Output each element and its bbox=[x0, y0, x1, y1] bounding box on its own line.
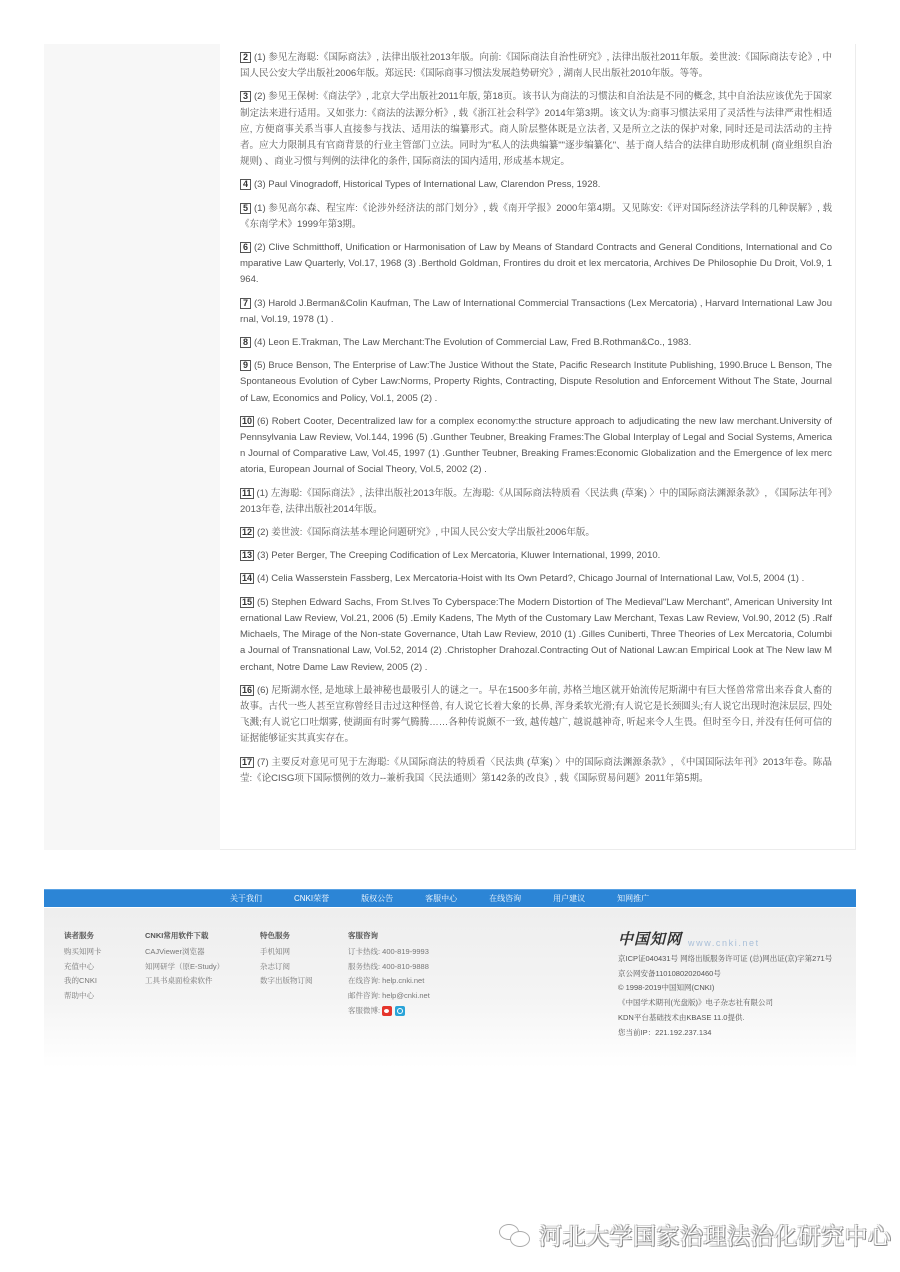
footer-col-featured bbox=[260, 930, 313, 989]
online-consult-link[interactable]: 在线咨询: help.cnki.net bbox=[348, 976, 425, 986]
card-hotline: 订卡热线: 400-819-9993 bbox=[348, 947, 429, 956]
footnote-text: (3) Paul Vinogradoff, Historical Types of International Law, Clarendon Press, 1928. bbox=[254, 179, 601, 191]
footnote-number[interactable]: 15 bbox=[242, 596, 253, 607]
link-cajviewer[interactable]: CAJViewer浏览器 bbox=[145, 947, 205, 956]
footer-col-title: 特色服务 bbox=[260, 931, 290, 940]
footnote-text: (3) Harold J.Berman&Colin Kaufman, The Law of International Commercial Transactions (Lex Mercatoria) , Harvard International Law Journal, Vol.19, 1978 (1) . bbox=[240, 297, 832, 325]
footnote-text: (1) 参见左海聪:《国际商法》, 法律出版社2013年版。向前:《国际商法自治性研究》, 法律出版社2011年版。姜世波:《国际商法专论》, 中国人民公安大学出版社2006年版。郑远民:《国际商事习惯法发展趋势研究》, 湖南人民出版社2010年版。等等。 bbox=[240, 52, 832, 80]
footer-col-title: 读者服务 bbox=[64, 931, 94, 940]
tencent-weibo-icon[interactable] bbox=[395, 1006, 405, 1016]
footnote bbox=[240, 50, 832, 82]
footer-col-title: CNKI常用软件下载 bbox=[145, 931, 209, 940]
footer-right-info bbox=[618, 928, 832, 1040]
footnote-text: (6) Robert Cooter, Decentralized law for a complex economy:the structure approach to adjudicating the new law merchant.University of Pennsylvania Law Review, Vol.144, 1996 (5) .Gunther Teubner, Breaking Frames:The Global Interplay of Legal and Social Systems, American Journal of Comparative Law, Vol.45, 1997 (1) .Gunther Teubner, Breaking Frames:Economic Globalization and the Emergence of lex mercatoria, European Journal of Social Theory, Vol.5, 2002 (2) . bbox=[240, 415, 832, 476]
footnote-number[interactable]: 3 bbox=[240, 91, 251, 102]
footer-body bbox=[44, 908, 856, 1068]
footnote bbox=[240, 486, 832, 518]
footnote-number[interactable]: 8 bbox=[240, 337, 251, 348]
link-my-cnki[interactable]: 我的CNKI bbox=[64, 976, 97, 986]
footnote-number[interactable]: 9 bbox=[240, 360, 251, 371]
watermark-text: 河北大学国家治理法治化研究中心 bbox=[539, 1223, 892, 1249]
cnki-logo[interactable] bbox=[618, 928, 832, 949]
footnote-number[interactable]: 5 bbox=[240, 203, 251, 214]
link-magazine-sub[interactable]: 杂志订阅 bbox=[260, 961, 290, 971]
footnote bbox=[240, 296, 832, 328]
footer-nav-promotion[interactable]: 知网推广 bbox=[617, 894, 650, 903]
copyright: © 1998-2019中国知网(CNKI) bbox=[618, 983, 715, 993]
footnote-text: (3) Peter Berger, The Creeping Codification of Lex Mercatoria, Kluwer International, 1999, 2010. bbox=[257, 550, 661, 562]
footer-col-software bbox=[145, 930, 224, 989]
link-buy-card[interactable]: 购买知网卡 bbox=[64, 947, 102, 956]
footnote-text: (7) 主要反对意见可见于左海聪:《从国际商法的特质看〈民法典 (草案) 〉中的国际商法渊源条款》, 《中国国际法年刊》2013年卷。陈晶莹:《论CISG项下国际惯例的效力--兼析我国〈民法通则〉第142条的改良》, 载《国际贸易问题》2011年第5期。 bbox=[240, 756, 832, 784]
footnote-number[interactable]: 17 bbox=[242, 756, 253, 767]
footer-nav-copyright[interactable]: 版权公告 bbox=[361, 894, 394, 903]
logo-chinese: 中国知网 bbox=[618, 930, 683, 948]
wechat-icon bbox=[497, 1220, 533, 1250]
wechat-watermark bbox=[497, 1218, 892, 1251]
footer-nav-about[interactable]: 关于我们 bbox=[230, 894, 262, 903]
weibo-row bbox=[348, 1004, 430, 1019]
footnote-number[interactable]: 6 bbox=[240, 242, 251, 253]
footnote-text: (1) 参见高尔森、程宝库:《论涉外经济法的部门划分》, 载《南开学报》2000年第4期。又见陈安:《评对国际经济法学科的几种误解》, 载《东南学术》1999年第3期。 bbox=[240, 202, 832, 230]
link-mobile[interactable]: 手机知网 bbox=[260, 947, 290, 956]
icp-license[interactable]: 京ICP证040431号 网络出版服务许可证 (总)网出证(京)字第271号 bbox=[618, 954, 833, 963]
footnote-text: (2) Clive Schmitthoff, Unification or Harmonisation of Law by Means of Standard Contracts and General Conditions, International and Comparative Law Quarterly, Vol.17, 1968 (3) .Berthold Goldman, Frontires du droit et lex mercatoria, Archives De Philosophie Du Droit, Vol.9, 1964. bbox=[240, 242, 832, 286]
footer-col-reader-services bbox=[64, 930, 102, 1004]
footnote bbox=[240, 571, 832, 587]
footnote bbox=[240, 548, 832, 564]
footnote bbox=[240, 335, 832, 351]
footnote-text: (6) 尼斯湖水怪, 是地球上最神秘也最吸引人的谜之一。早在1500多年前, 苏格兰地区就开始流传尼斯湖中有巨大怪兽常常出来吞食人畜的故事。古代一些人甚至宣称曾经目击过这种怪兽, 有人说它长着大象的长鼻, 浑身柔软光滑;有人说它是长颈圆头;有人说它出现时泡沫层层, 四处飞溅;有人说它口吐烟雾, 使湖面有时雾气腾腾……各种传说颇不一致, 越传越广, 越说越神奇, 听起来令人生畏。但时至今日, 并没有任何可信的证据能够证实其真实存在。 bbox=[240, 684, 832, 745]
footnote-text: (4) Celia Wasserstein Fassberg, Lex Mercatoria-Hoist with Its Own Petard?, Chicago Journal of International Law, Vol.5, 2004 (1) . bbox=[257, 573, 805, 585]
weibo-label: 客服微博: bbox=[348, 1005, 381, 1015]
footer-col-customer-service bbox=[348, 930, 430, 1019]
link-recharge[interactable]: 充值中心 bbox=[64, 961, 94, 971]
public-security-record[interactable]: 京公网安备11010802020460号 bbox=[618, 968, 721, 978]
footnote bbox=[240, 755, 832, 787]
footnote-text: (4) Leon E.Trakman, The Law Merchant:The Evolution of Commercial Law, Fred B.Rothman&Co., 1983. bbox=[254, 337, 692, 349]
footnote bbox=[240, 177, 832, 193]
footnote-number[interactable]: 2 bbox=[240, 52, 251, 63]
page-wrap bbox=[44, 44, 856, 850]
footnote-text: (1) 左海聪:《国际商法》, 法律出版社2013年版。左海聪:《从国际商法特质看〈民法典 (草案) 〉中的国际商法渊源条款》, 《国际法年刊》2013年卷, 法律出版社2014年版。 bbox=[240, 487, 832, 515]
footnote-text: (2) 姜世波:《国际商法基本理论问题研究》, 中国人民公安大学出版社2006年版。 bbox=[257, 527, 595, 539]
footnote-number[interactable]: 14 bbox=[242, 573, 253, 584]
footnote bbox=[240, 595, 832, 676]
content-panel bbox=[220, 44, 856, 850]
footer-nav-honors[interactable]: CNKI荣誉 bbox=[294, 894, 330, 903]
left-sidebar bbox=[44, 44, 220, 850]
email-link[interactable]: 邮件咨询: help@cnki.net bbox=[348, 991, 430, 1001]
footnote-number[interactable]: 16 bbox=[242, 684, 253, 695]
footer-nav-feedback[interactable]: 用户建议 bbox=[553, 894, 586, 903]
footnote-number[interactable]: 11 bbox=[242, 487, 252, 498]
footnote bbox=[240, 89, 832, 170]
link-desktop-search[interactable]: 工具书桌面检索软件 bbox=[145, 976, 213, 986]
footer-nav-service-center[interactable]: 客服中心 bbox=[425, 894, 458, 903]
footnote bbox=[240, 201, 832, 233]
footer-nav-bar bbox=[44, 889, 856, 907]
current-ip: 您当前IP：221.192.237.134 bbox=[618, 1027, 712, 1037]
footnote bbox=[240, 414, 832, 479]
publisher: 《中国学术期刊(光盘版)》电子杂志社有限公司 bbox=[618, 998, 773, 1008]
service-hotline: 服务热线: 400-810-9888 bbox=[348, 961, 429, 971]
link-estudy[interactable]: 知网研学（原E-Study） bbox=[145, 961, 225, 971]
footnote-number[interactable]: 4 bbox=[240, 179, 251, 190]
weibo-icon[interactable] bbox=[382, 1006, 392, 1016]
logo-url: www.cnki.net bbox=[688, 938, 760, 948]
footnote-number[interactable]: 10 bbox=[242, 415, 253, 426]
link-digital-sub[interactable]: 数字出版物订阅 bbox=[260, 976, 313, 986]
footnote-text: (2) 参见王保树:《商法学》, 北京大学出版社2011年版, 第18页。该书认为商法的习惯法和自治法是不同的概念, 其中自治法应该优先于国家制定法来进行适用。又如张力:《商法的法源分析》, 载《浙江社会科学》2014年第3期。该文认为:商事习惯法采用了灵活性与法律严肃性相适应, 方便商事关系当事人直接参与找法、适用法的编纂形式。商人阶层整体既是立法者, 又是所立之法的保护对象, 同时还是司法活动的主持者。应大力限制具有官商背景的行业主管部门立法。同时为"私人的法典编纂""逐步编纂化"、基于商人结合的法律自助形成机制 (商业组织自治规则) 、商业习惯与判例的法律化的条件, 国际商法的国内适用, 形成基本规定。 bbox=[240, 91, 832, 168]
footnotes-list bbox=[240, 50, 832, 794]
footnote-text: (5) Stephen Edward Sachs, From St.Ives To Cyberspace:The Modern Distortion of The Medieval"Law Merchant", American University International Law Review, Vol.21, 2006 (5) .Emily Kadens, The Myth of the Customary Law Merchant, Texas Law Review, Vol.90, 2012 (5) .Ralf Michaels, The Mirage of the Non-state Governance, Utah Law Review, 2010 (1) .Gilles Cuniberti, Three Theories of Lex Mercatoria, Columbia Journal of Transnational Law, Vol.52, 2014 (2) .Christopher Drahozal.Contracting Out of National Law:an Empirical Look at The New law Merchant, Notre Dame Law Review, 2005 (2) . bbox=[240, 596, 832, 673]
footer-nav-online-consult[interactable]: 在线咨询 bbox=[489, 894, 522, 903]
footnote-text: (5) Bruce Benson, The Enterprise of Law:The Justice Without the State, Pacific Research Institute Publishing, 1990.Bruce L Benson, The Spontaneous Evolution of Cyber Law:Norms, Property Rights, Contracting, Dispute Resolution and Enforcement Without The State, Journal of Law, Economics and Policy, Vol.1, 2005 (2) . bbox=[240, 360, 832, 404]
footnote bbox=[240, 240, 832, 289]
footnote-number[interactable]: 13 bbox=[242, 550, 253, 561]
footnote bbox=[240, 358, 832, 407]
link-help[interactable]: 帮助中心 bbox=[64, 991, 94, 1001]
footer-col-title: 客服咨询 bbox=[348, 931, 378, 940]
footnote-number[interactable]: 12 bbox=[242, 527, 253, 538]
footnote-number[interactable]: 7 bbox=[240, 298, 251, 309]
footnote bbox=[240, 683, 832, 748]
footnote bbox=[240, 525, 832, 541]
kdn-platform: KDN平台基础技术由KBASE 11.0提供. bbox=[618, 1012, 745, 1022]
